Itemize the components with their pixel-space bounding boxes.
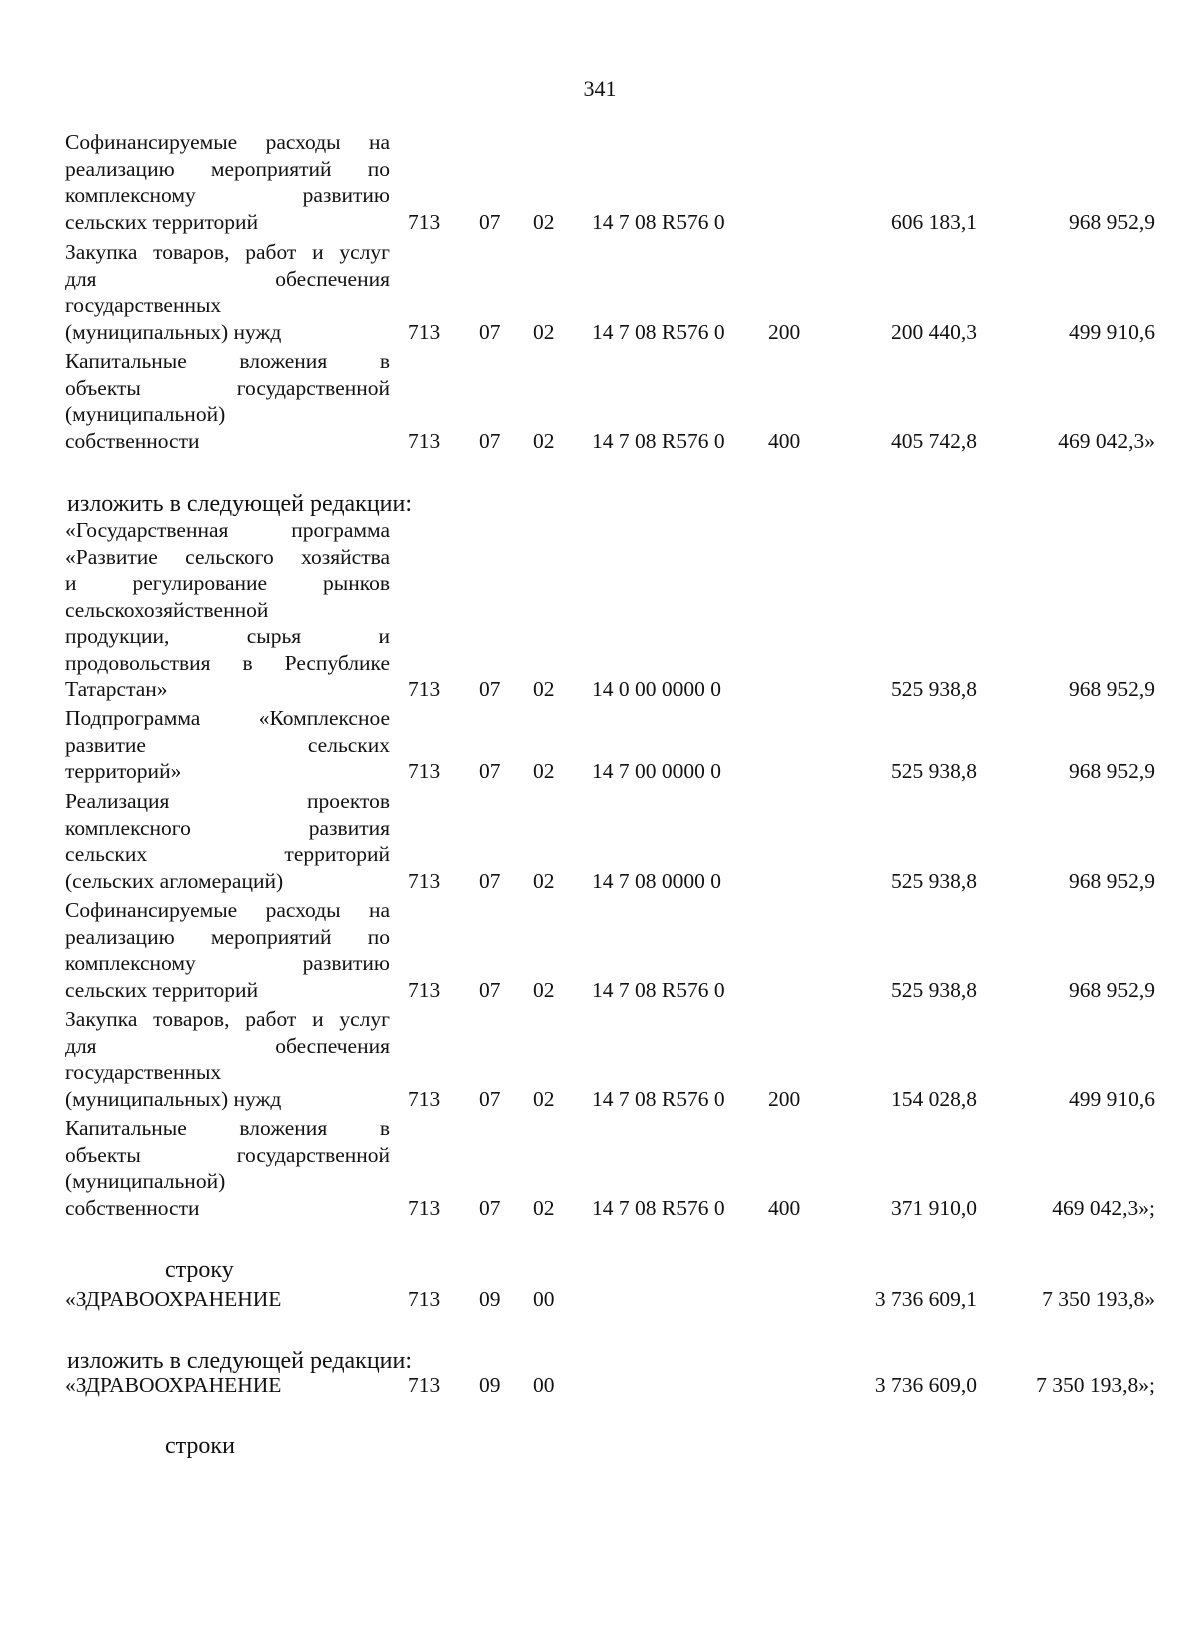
row-section: 07 [479,209,501,234]
table-row [0,897,1200,1003]
description-line: (сельских агломераций) [65,868,284,893]
instruction-edit-2: изложить в следующей редакции: [67,1348,413,1374]
description-line: для обеспечения [65,1033,390,1058]
row-subsection: 02 [533,977,555,1002]
row-subsection: 02 [533,319,555,344]
row-code: 713 [408,1086,441,1111]
description-line: Татарстан» [65,677,168,701]
description-line: комплексного развития [65,815,390,840]
row-target-article: 14 7 08 R576 0 [592,319,725,344]
description-line: «Развитие сельского хозяйства [65,544,390,569]
description-line: территорий» [65,759,182,783]
description-line: Капитальные вложения в [65,349,390,373]
description-line: Закупка товаров, работ и услуг [65,1007,390,1031]
description-line: (муниципальных) нужд [65,1086,282,1111]
row-value-1: 525 938,8 [891,977,977,1002]
description-line: сельских территорий [65,977,259,1002]
document-page: 341 Софинансируемые расходы на реализацию мероприятий по комплексному развитию сельских территорий 713 07 02 14 7 08 R576 0 606 183,1 968 952,9 Закупка товаров, работ и услуг для обеспечения государственных (муниципальных) нужд 713 07 02 14 7 08 R576 0 200 200 440,3 499 910,6 Капитальные вложения в объекты государственной (муниципальной) собственности 713 07 02 14 7 08 R576 0 400 405 742,8 469 042,3» изложить в следующей редакции: «Государственная программа «Развитие сельского хозяйства и регулирование рынков сельскохозяйственной продукции, сырья и продовольствия в Республике Татарстан» 713 07 02 14 0 00 0000 0 525 938,8 968 952,9 Подпрограмма «Комплексное развитие сельских территорий» 713 07 02 14 7 00 0000 0 525 938,8 968 952,9 Реализация проектов комплексного развития сельских территорий (сельских агломераций) 713 07 02 14 7 08 0000 0 525 938,8 968 952,9 Софинансируемые расходы на реализацию мероприятий по комплексному развитию сельских территорий 713 07 02 14 7 08 R576 0 525 938,8 968 952,9 Закупка товаров, работ и услуг для обеспечения государственных (муниципальных) нужд 713 07 02 14 7 08 R576 0 200 154 028,8 499 910,6 Капитальные вложения в объекты государственной (муниципальной) собственности 713 07 02 14 7 08 R576 0 400 371 910,0 469 042,3»; строку «ЗДРАВООХРАНЕНИЕ 713 09 00 3 736 609,1 7 350 193,8» изложить в следующей редакции: «ЗДРАВООХРАНЕНИЕ 713 09 00 3 736 609,0 7 350 193,8»; строки [0,0,1200,1629]
row-target-article: 14 7 08 R576 0 [592,1195,725,1220]
description-line: Подпрограмма «Комплексное [65,706,390,730]
row-value-1: 200 440,3 [891,319,977,344]
row-subsection: 02 [533,1086,555,1111]
instruction-edit-1: изложить в следующей редакции: [67,491,413,517]
row-code: 713 [408,1195,441,1220]
page-number: 341 [583,76,617,101]
description-line: «Государственная программа [65,518,390,542]
row-value-2: 469 042,3» [1058,428,1155,453]
row-code: 713 [408,677,441,701]
row-section: 07 [479,1195,501,1220]
description-line: объекты государственной [65,375,390,400]
description-line: реализацию мероприятий по [65,924,390,949]
row-expense-type: 400 [768,428,801,453]
row-target-article: 14 0 00 0000 0 [592,677,721,701]
description-line: государственных [65,293,222,317]
table-row [0,788,1200,894]
table-row [0,1006,1200,1112]
row-target-article: 14 7 08 0000 0 [592,868,721,893]
row-description [65,239,390,345]
row-value-1: 606 183,1 [891,209,977,234]
description-line: Реализация проектов [65,789,390,813]
table-row [0,129,1200,235]
instruction-row: строку [165,1257,234,1283]
description-line: для обеспечения [65,266,390,291]
description-line: собственности [65,1195,200,1220]
description-line: сельскохозяйственной [65,597,269,622]
row-subsection: 02 [533,209,555,234]
description-line: Закупка товаров, работ и услуг [65,240,390,264]
row-expense-type: 200 [768,319,801,344]
description-line: Софинансируемые расходы на [65,898,390,922]
row-description [65,348,390,454]
row-subsection: 02 [533,428,555,453]
description-line: объекты государственной [65,1142,390,1167]
row-value-2: 499 910,6 [1069,1086,1155,1111]
row-value-1: 154 028,8 [891,1086,977,1111]
row-section: 07 [479,1086,501,1111]
row-value-2: 968 952,9 [1069,977,1155,1002]
description-line: Капитальные вложения в [65,1116,390,1140]
description-line: и регулирование рынков [65,571,390,595]
row-description [65,1115,390,1221]
description-line: собственности [65,428,200,453]
row-expense-type: 400 [768,1195,801,1220]
row-section: 07 [479,759,501,783]
row-target-article: 14 7 08 R576 0 [592,428,725,453]
row-description [65,517,390,703]
description-line: (муниципальной) [65,1169,226,1193]
row-target-article: 14 7 08 R576 0 [592,977,725,1002]
table-row [0,239,1200,345]
health-old-label: «ЗДРАВООХРАНЕНИЕ [65,1287,282,1311]
description-line: Софинансируемые расходы на [65,130,390,154]
row-target-article: 14 7 08 R576 0 [592,209,725,234]
row-subsection: 02 [533,1195,555,1220]
row-value-2: 968 952,9 [1069,677,1155,701]
description-line: государственных [65,1060,222,1084]
row-code: 713 [408,428,441,453]
row-section: 07 [479,428,501,453]
row-value-2: 968 952,9 [1069,759,1155,783]
description-line: продукции, сырья и [65,624,390,648]
description-line: комплексному развитию [65,951,390,975]
row-section: 07 [479,977,501,1002]
description-line: реализацию мероприятий по [65,156,390,181]
row-value-2: 469 042,3»; [1052,1195,1155,1220]
description-line: развитие сельских [65,732,390,757]
table-row [0,1115,1200,1221]
row-value-1: 405 742,8 [891,428,977,453]
description-line: сельских территорий [65,842,390,866]
row-value-2: 968 952,9 [1069,209,1155,234]
description-line: (муниципальных) нужд [65,319,282,344]
row-code: 713 [408,759,441,783]
table-row [0,348,1200,454]
description-line: комплексному развитию [65,183,390,207]
row-subsection: 02 [533,868,555,893]
row-description [65,788,390,894]
row-value-1: 525 938,8 [891,868,977,893]
row-value-2: 499 910,6 [1069,319,1155,344]
row-subsection: 02 [533,677,555,701]
row-expense-type: 200 [768,1086,801,1111]
description-line: (муниципальной) [65,402,226,426]
table-row [0,517,1200,703]
row-value-1: 525 938,8 [891,677,977,701]
row-value-1: 525 938,8 [891,759,977,783]
row-code: 713 [408,977,441,1002]
instruction-rows: строки [165,1433,235,1459]
row-code: 713 [408,209,441,234]
row-section: 07 [479,319,501,344]
row-description [65,1006,390,1112]
row-target-article: 14 7 08 R576 0 [592,1086,725,1111]
description-line: сельских территорий [65,209,259,234]
table-row [0,705,1200,785]
row-description [65,129,390,235]
row-code: 713 [408,868,441,893]
row-subsection: 02 [533,759,555,783]
health-new-label: «ЗДРАВООХРАНЕНИЕ [65,1373,282,1397]
row-section: 07 [479,677,501,701]
row-description [65,897,390,1003]
row-value-1: 371 910,0 [891,1195,977,1220]
row-value-2: 968 952,9 [1069,868,1155,893]
row-code: 713 [408,319,441,344]
row-target-article: 14 7 00 0000 0 [592,759,721,783]
description-line: продовольствия в Республике [65,650,390,675]
row-section: 07 [479,868,501,893]
row-description [65,705,390,785]
